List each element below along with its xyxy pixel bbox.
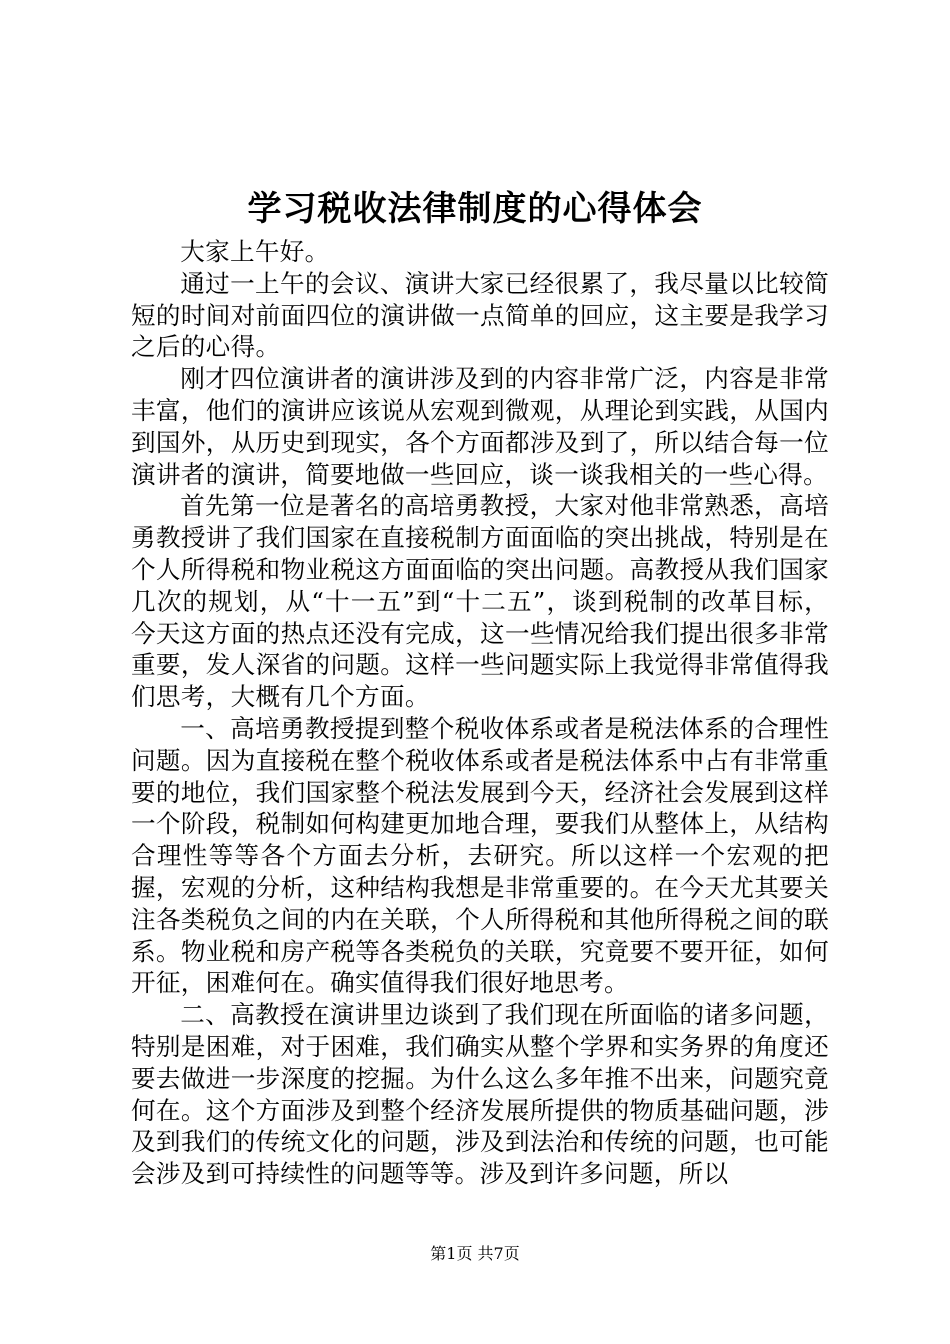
- page-number-footer: 第1页 共7页: [430, 1244, 520, 1263]
- paragraph-greeting: 大家上午好。: [180, 237, 330, 266]
- paragraph-intro: 通过一上午的会议、演讲大家已经很累了，我尽量以比较简短的时间对前面四位的演讲做一点简单的回应，这主要是我学习之后的心得。: [131, 268, 829, 362]
- paragraph-overview: 刚才四位演讲者的演讲涉及到的内容非常广泛，内容是非常丰富，他们的演讲应该说从宏观到微观，从理论到实践，从国内到国外，从历史到现实，各个方面都涉及到了，所以结合每一位演讲者的演讲，简要地做一些回应，谈一谈我相关的一些心得。: [131, 364, 829, 489]
- document-body: [131, 236, 829, 1190]
- paragraph-point-one: 一、高培勇教授提到整个税收体系或者是税法体系的合理性问题。因为直接税在整个税收体系或者是税法体系中占有非常重要的地位，我们国家整个税法发展到今天，经济社会发展到这样一个阶段，税制如何构建更加地合理，要我们从整体上，从结构合理性等等各个方面去分析，去研究。所以这样一个宏观的把握，宏观的分析，这种结构我想是非常重要的。在今天尤其要关注各类税负之间的内在关联，个人所得税和其他所得税之间的联系。物业税和房产税等各类税负的关联，究竟要不要开征，如何开征，困难何在。确实值得我们很好地思考。: [131, 713, 829, 998]
- paragraph-point-two: 二、高教授在演讲里边谈到了我们现在所面临的诸多问题，特别是困难，对于困难，我们确实从整个学界和实务界的角度还要去做进一步深度的挖掘。为什么这么多年推不出来，问题究竟何在。这个方面涉及到整个经济发展所提供的物质基础问题，涉及到我们的传统文化的问题，涉及到法治和传统的问题，也可能会涉及到可持续性的问题等等。涉及到许多问题，所以: [131, 1000, 829, 1189]
- document-title: 学习税收法律制度的心得体会: [247, 189, 703, 229]
- paragraph-first-speaker: 首先第一位是著名的高培勇教授，大家对他非常熟悉，高培勇教授讲了我们国家在直接税制方面面临的突出挑战，特别是在个人所得税和物业税这方面面临的突出问题。高教授从我们国家几次的规划，从“十一五”到“十二五”，谈到税制的改革目标，今天这方面的热点还没有完成，这一些情况给我们提出很多非常重要，发人深省的问题。这样一些问题实际上我觉得非常值得我们思考，大概有几个方面。: [131, 491, 829, 712]
